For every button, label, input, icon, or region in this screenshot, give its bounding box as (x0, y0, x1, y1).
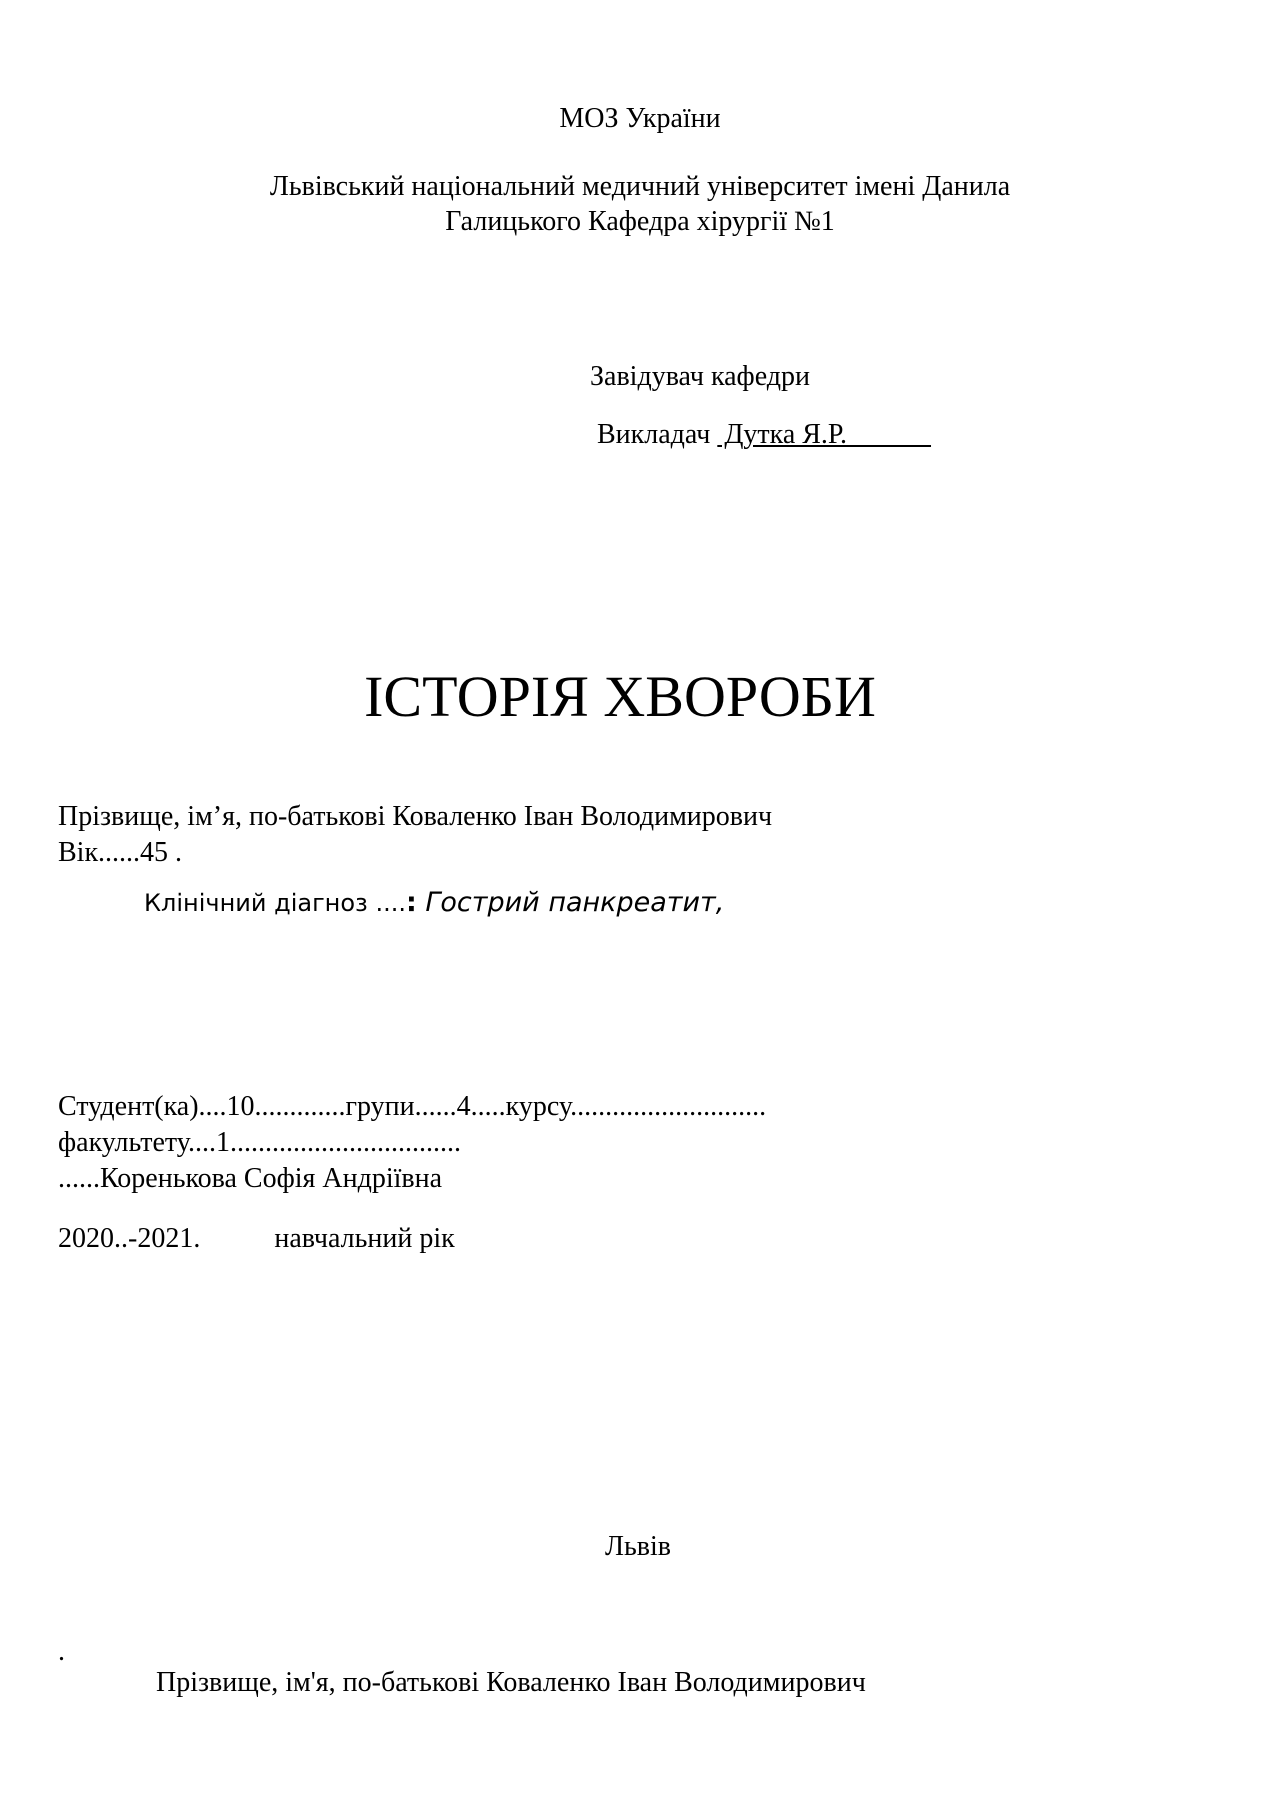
academic-year: 2020..-2021. (58, 1223, 201, 1254)
city-label: Львів (605, 1531, 671, 1562)
patient-name-repeat: Прізвище, ім'я, по-батькові Коваленко Іван Володимирович (156, 1667, 866, 1698)
teacher-name: Дутка Я.Р. (717, 419, 932, 450)
teacher-label: Викладач (597, 419, 711, 450)
student-name-line: ......Коренькова Софія Андріївна (58, 1163, 443, 1194)
head-of-department-label: Завідувач кафедри (590, 361, 810, 392)
patient-name-line: Прізвище, ім’я, по-батькові Коваленко Іван Володимирович (58, 801, 773, 832)
university-line-2: Галицького Кафедра хірургії №1 (445, 206, 835, 237)
academic-year-label: навчальний рік (274, 1223, 455, 1254)
academic-year-line (58, 1222, 455, 1256)
diagnosis-value: Гострий панкреатит, (416, 887, 725, 918)
ministry-heading: МОЗ України (559, 103, 721, 134)
diagnosis-line (144, 886, 724, 920)
diagnosis-colon: : (405, 887, 417, 918)
patient-age-line: Вік......45 . (58, 837, 183, 868)
student-group-line: Студент(ка)....10.............групи......4.....курсу............................ (58, 1091, 767, 1122)
student-faculty-line: факультету....1................................. (58, 1127, 461, 1158)
document-title: ІСТОРІЯ ХВОРОБИ (364, 664, 876, 729)
university-line-1: Львівський національний медичний університет імені Данила (269, 171, 1011, 202)
stray-dot: . (58, 1636, 65, 1667)
diagnosis-label: Клінічний діагноз .... (144, 889, 406, 917)
teacher-line (597, 418, 931, 452)
